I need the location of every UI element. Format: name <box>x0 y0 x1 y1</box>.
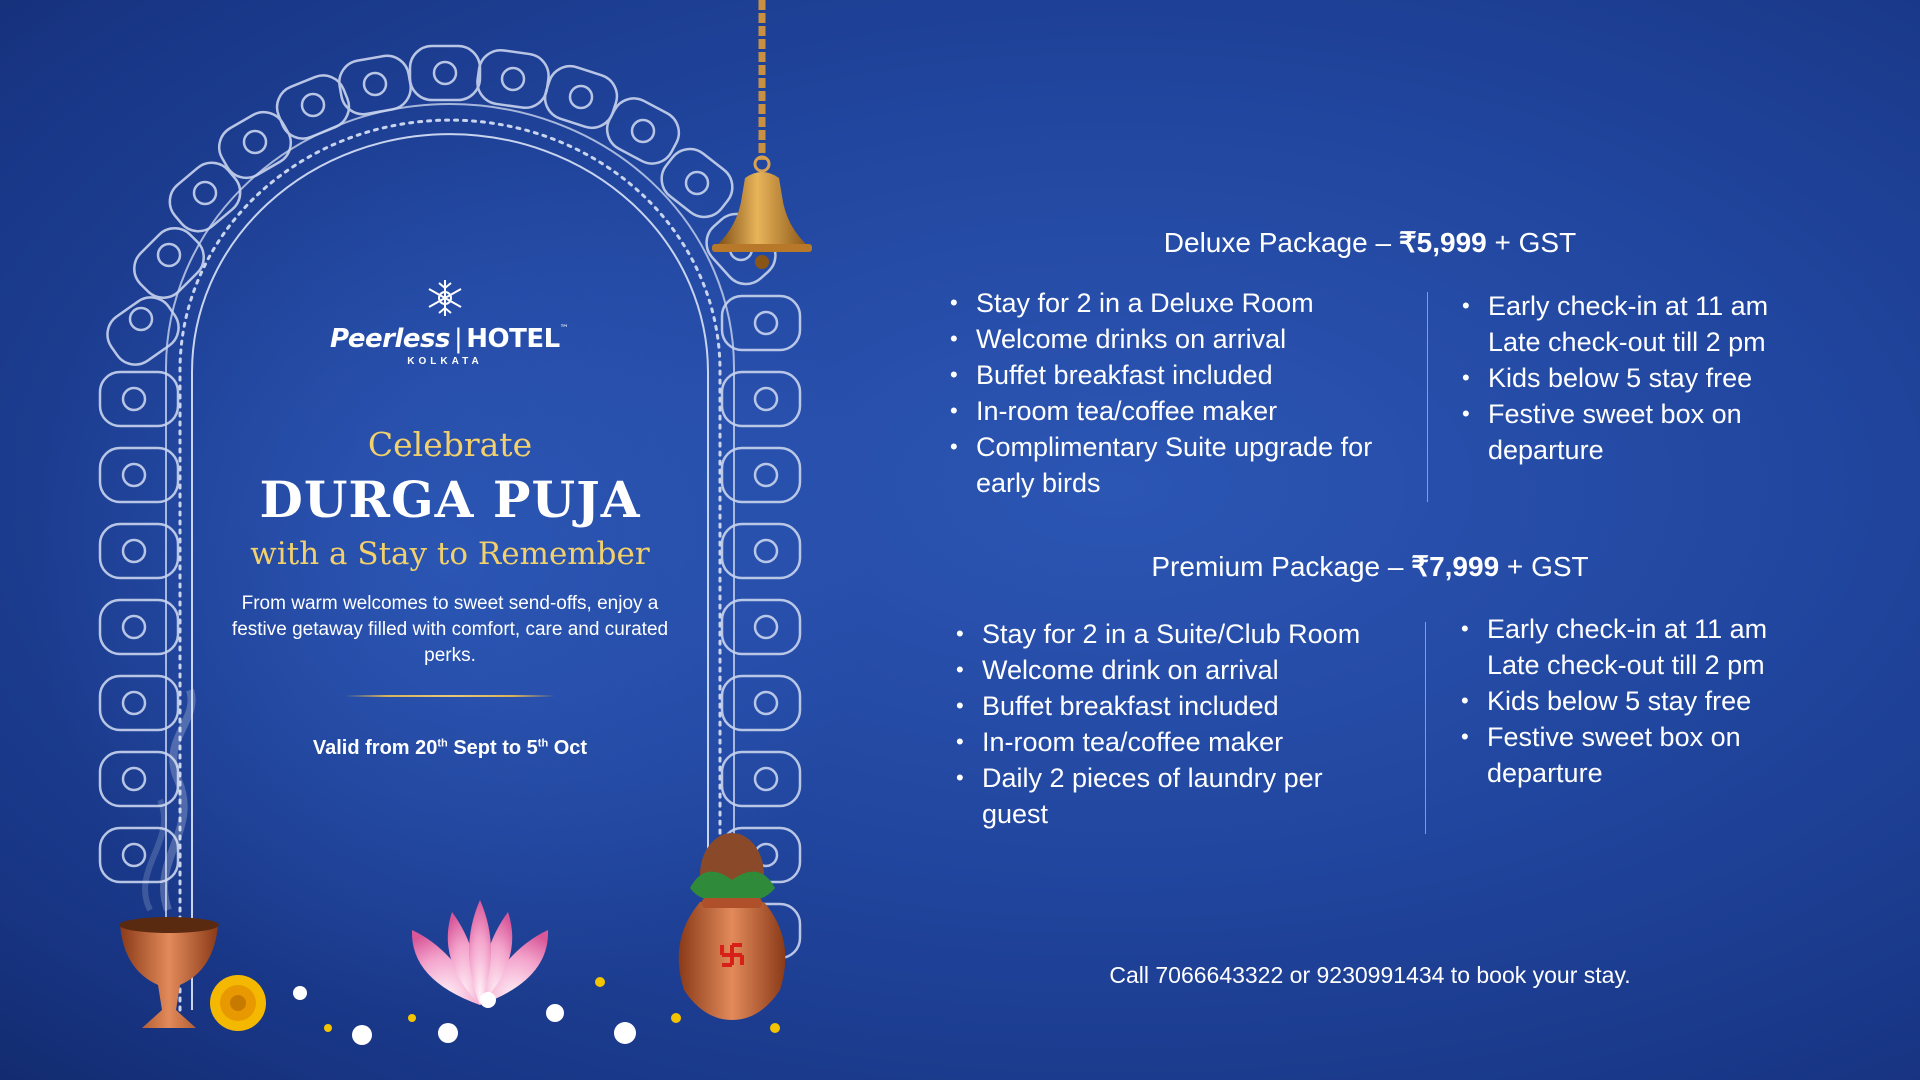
deluxe-title-prefix: Deluxe Package – <box>1163 227 1399 258</box>
snowflake-mandala-icon <box>425 278 465 318</box>
subhead: with a Stay to Remember <box>250 536 650 572</box>
premium-divider <box>1425 622 1426 834</box>
deluxe-title-suffix: + GST <box>1486 227 1577 258</box>
premium-package-title <box>960 550 1780 583</box>
list-item: • Early check-in at 11 am Late check-out till 2 pm <box>1460 288 1808 360</box>
headline: DURGA PUJA <box>259 470 641 529</box>
list-item: • In-room tea/coffee maker <box>954 724 1404 760</box>
gold-divider <box>345 695 555 697</box>
deluxe-package-title <box>960 226 1780 259</box>
list-item: • Welcome drink on arrival <box>954 652 1404 688</box>
celebrate-text: Celebrate <box>367 425 533 464</box>
premium-title-prefix: Premium Package – <box>1151 551 1412 582</box>
description: From warm welcomes to sweet send-offs, enjoy a festive getaway filled with comfort, care and curated perks. <box>231 593 669 666</box>
list-item: • Festive sweet box on departure <box>1459 719 1807 791</box>
validity <box>230 737 670 760</box>
list-item: • Complimentary Suite upgrade for early birds <box>948 429 1386 501</box>
list-item: • Buffet breakfast included <box>954 688 1404 724</box>
list-item: • Festive sweet box on departure <box>1460 396 1808 468</box>
deluxe-left-list <box>948 285 1398 501</box>
premium-left-list <box>954 616 1404 832</box>
list-item: • Kids below 5 stay free <box>1459 683 1819 719</box>
premium-title-suffix: + GST <box>1499 551 1589 582</box>
list-item: • Early check-in at 11 am Late check-out till 2 pm <box>1459 611 1807 683</box>
list-item: • Stay for 2 in a Deluxe Room <box>948 285 1398 321</box>
list-item: • Kids below 5 stay free <box>1460 360 1820 396</box>
list-item: • Stay for 2 in a Suite/Club Room <box>954 616 1404 652</box>
brand-name-part2: HOTEL <box>466 324 560 354</box>
list-item: • In-room tea/coffee maker <box>948 393 1398 429</box>
list-item: • Daily 2 pieces of laundry per guest <box>954 760 1342 832</box>
list-item: • Welcome drinks on arrival <box>948 321 1398 357</box>
trademark: ™ <box>559 324 569 334</box>
brand-name-part1: Peerless <box>330 324 450 354</box>
marigold-icon <box>210 975 266 1031</box>
validity-sup1: th <box>437 737 448 750</box>
list-item: • Buffet breakfast included <box>948 357 1398 393</box>
brand-name: Peerless | HOTEL™ <box>330 324 569 354</box>
premium-right-list <box>1459 611 1819 791</box>
deluxe-divider <box>1427 292 1428 502</box>
brand-city: KOLKATA <box>407 356 483 367</box>
validity-middle: Sept to 5 <box>447 737 538 759</box>
call-to-action: Call 7066643322 or 9230991434 to book your stay. <box>1109 962 1631 988</box>
deluxe-right-list <box>1460 288 1820 468</box>
deluxe-price: ₹5,999 <box>1398 227 1487 258</box>
premium-price: ₹7,999 <box>1411 551 1500 582</box>
validity-sup2: th <box>537 737 549 750</box>
brand-block <box>330 278 569 367</box>
validity-prefix: Valid from 20 <box>312 737 438 759</box>
validity-suffix: Oct <box>548 737 588 759</box>
